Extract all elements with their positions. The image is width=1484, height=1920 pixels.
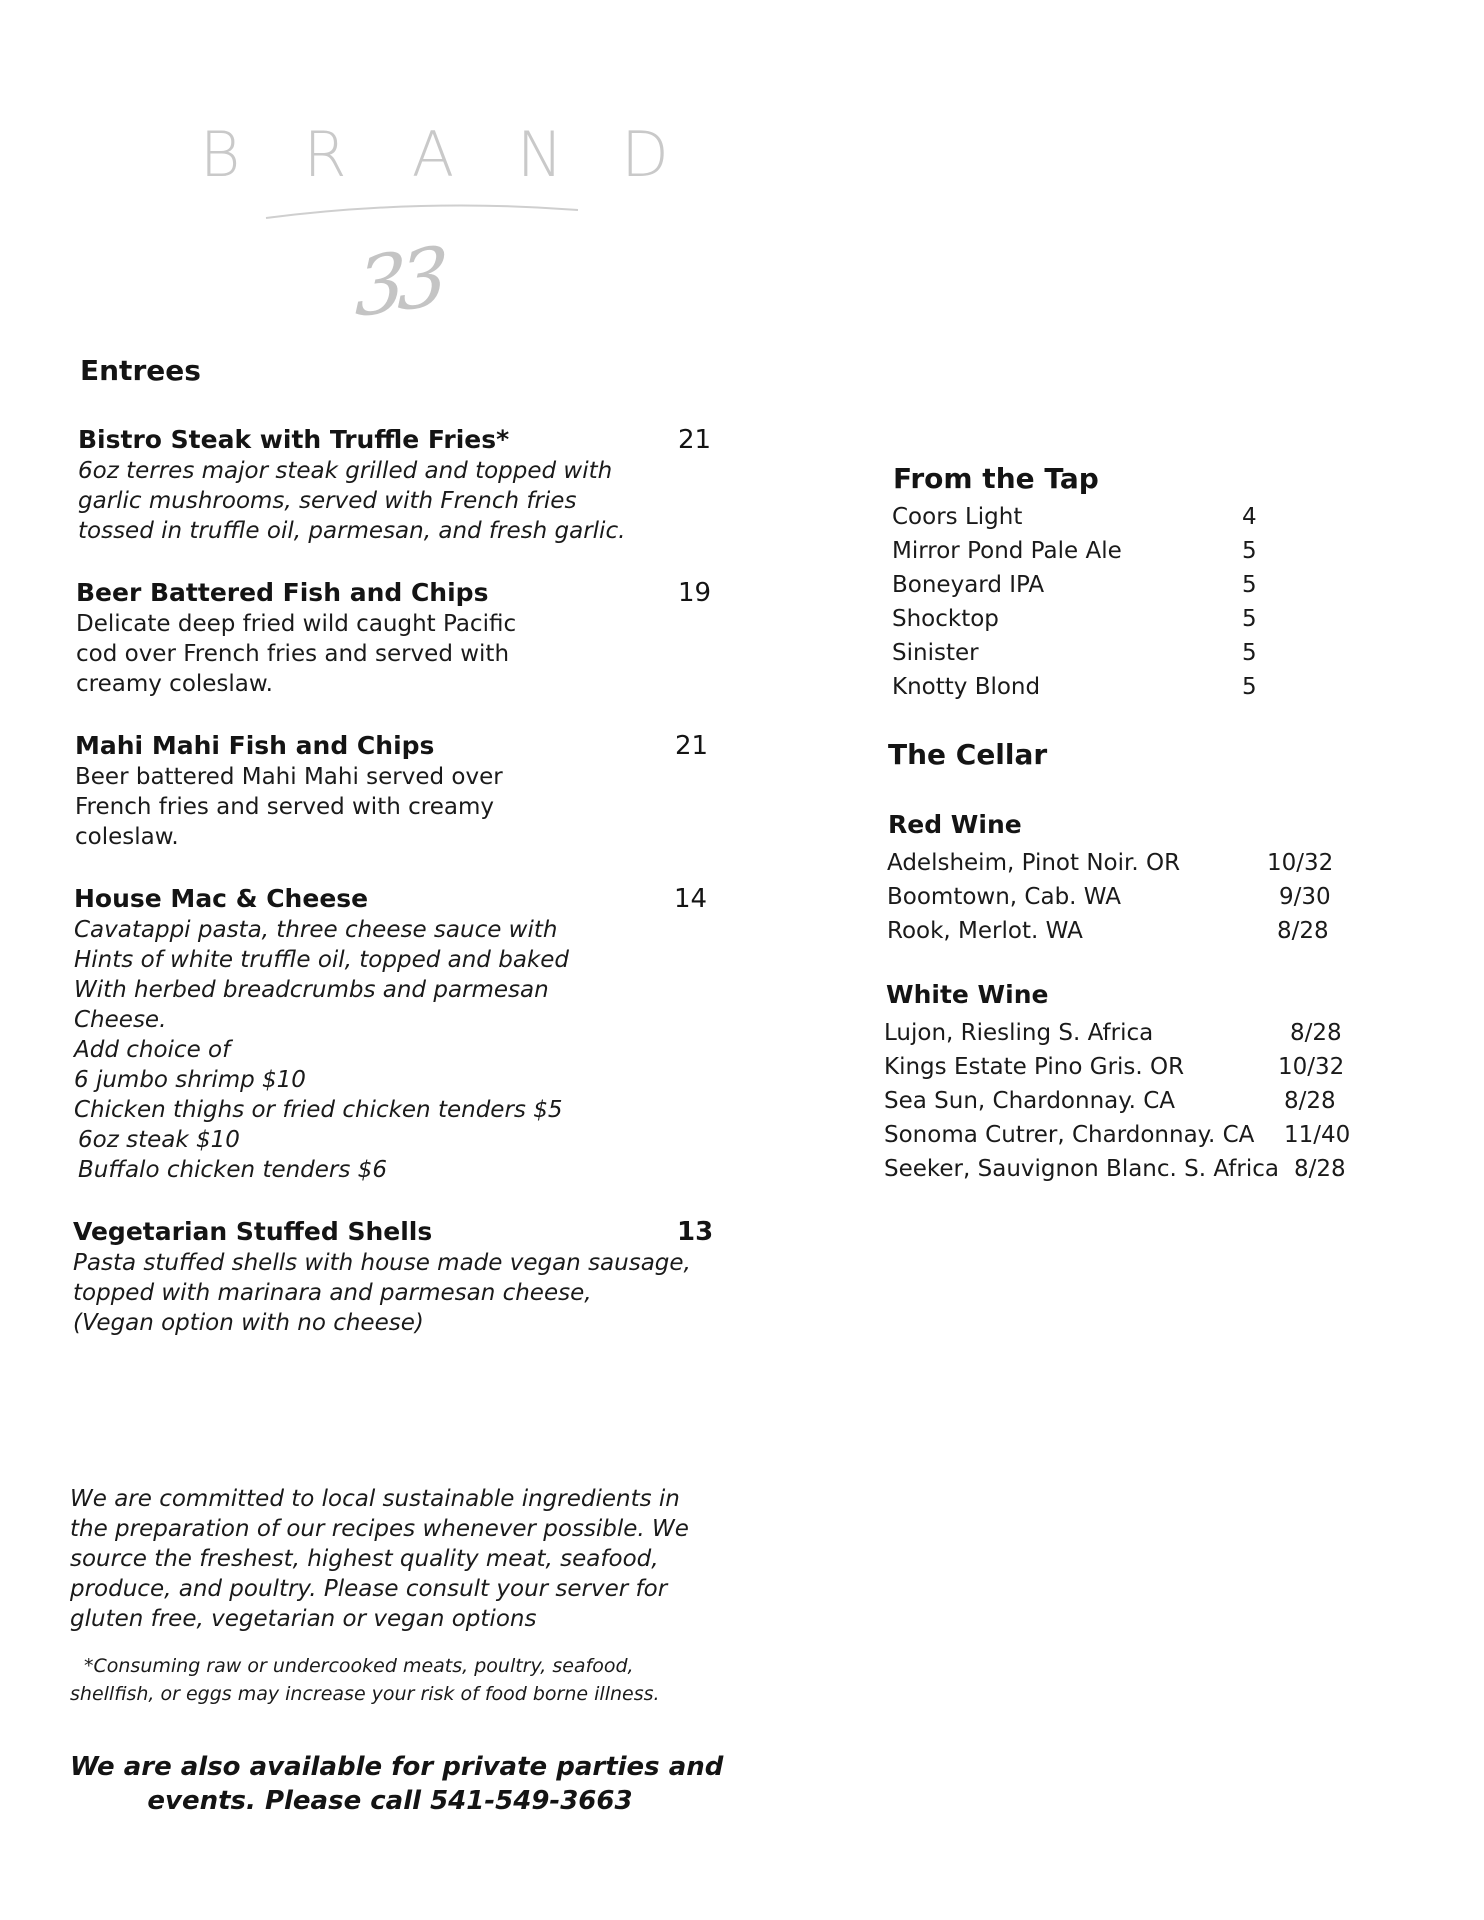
tap-price: 5: [1242, 538, 1257, 564]
logo-number: 33: [353, 229, 443, 336]
tap-list: [892, 500, 1272, 704]
desc-line: topped with marinara and parmesan cheese,: [73, 1280, 592, 1306]
desc-line: Hints of white truffle oil, topped and baked: [74, 947, 569, 973]
desc-line: Add choice of: [74, 1037, 231, 1063]
tap-row: [892, 670, 1272, 704]
wine-row: [884, 1152, 1364, 1186]
desc-line: creamy coleslaw.: [76, 671, 273, 697]
item-price: 14: [674, 884, 708, 914]
desc-line: With herbed breadcrumbs and parmesan: [74, 977, 549, 1003]
entrees-title: Entrees: [80, 354, 201, 387]
note-line: produce, and poultry. Please consult your server for: [70, 1576, 668, 1602]
logo-swoosh: [262, 196, 582, 226]
private-events-note: [70, 1750, 724, 1818]
menu-item: [73, 1216, 713, 1338]
wine-price: 8/28: [1284, 1088, 1336, 1114]
red-wine-title: Red Wine: [888, 810, 1022, 839]
wine-price: 8/28: [1294, 1156, 1346, 1182]
wine-price: 8/28: [1277, 918, 1329, 944]
item-description: [74, 915, 714, 1185]
note-line: We are committed to local sustainable ingredients in: [70, 1486, 680, 1512]
item-price: 21: [678, 425, 712, 455]
logo-letter: N: [516, 118, 564, 191]
white-wine-list: [884, 1016, 1364, 1186]
desc-line: Buffalo chicken tenders $6: [78, 1157, 387, 1183]
logo-letter: D: [621, 118, 669, 191]
wine-name: Rook, Merlot. WA: [887, 918, 1083, 944]
desc-line: Beer battered Mahi Mahi served over: [75, 764, 503, 790]
wine-row: [884, 1084, 1364, 1118]
tap-title: From the Tap: [893, 462, 1099, 495]
tap-price: 5: [1242, 674, 1257, 700]
wine-row: [884, 1118, 1364, 1152]
tap-name: Shocktop: [892, 606, 999, 632]
desc-line: 6oz steak $10: [78, 1127, 240, 1153]
wine-price: 10/32: [1278, 1054, 1345, 1080]
tap-price: 5: [1242, 640, 1257, 666]
item-description: [76, 609, 716, 699]
wine-price: 9/30: [1279, 884, 1331, 910]
desc-line: garlic mushrooms, served with French fries: [78, 488, 577, 514]
item-description: [78, 456, 718, 546]
tap-price: 4: [1242, 504, 1257, 530]
desc-line: Delicate deep fried wild caught Pacific: [76, 611, 517, 637]
wine-name: Kings Estate Pino Gris. OR: [884, 1054, 1185, 1080]
warning-line: shellfish, or eggs may increase your risk of food borne illness.: [70, 1683, 660, 1705]
item-name: Mahi Mahi Fish and Chips: [75, 731, 435, 760]
menu-item: [76, 577, 716, 699]
item-name: Beer Battered Fish and Chips: [76, 578, 489, 607]
wine-row: [884, 1016, 1364, 1050]
tap-row: [892, 568, 1272, 602]
desc-line: coleslaw.: [75, 824, 179, 850]
tap-name: Sinister: [892, 640, 979, 666]
wine-name: Seeker, Sauvignon Blanc. S. Africa: [884, 1156, 1279, 1182]
note-line: source the freshest, highest quality meat, seafood,: [70, 1546, 659, 1572]
red-wine-list: [887, 846, 1337, 948]
tap-name: Mirror Pond Pale Ale: [892, 538, 1122, 564]
wine-row: [887, 846, 1337, 880]
note-line: gluten free, vegetarian or vegan options: [70, 1606, 537, 1632]
food-safety-warning: [70, 1652, 710, 1708]
desc-line: (Vegan option with no cheese): [73, 1310, 424, 1336]
wine-row: [884, 1050, 1364, 1084]
item-price: 21: [675, 731, 709, 761]
menu-item: [74, 883, 714, 1185]
desc-line: cod over French fries and served with: [76, 641, 510, 667]
item-name: House Mac & Cheese: [74, 884, 369, 913]
tap-price: 5: [1242, 606, 1257, 632]
desc-line: French fries and served with creamy: [75, 794, 494, 820]
tap-price: 5: [1242, 572, 1257, 598]
desc-line: 6oz terres major steak grilled and topped with: [78, 458, 613, 484]
wine-row: [887, 914, 1337, 948]
wine-price: 10/32: [1267, 850, 1334, 876]
wine-row: [887, 880, 1337, 914]
item-description: [73, 1248, 713, 1338]
item-description: [75, 762, 715, 852]
desc-line: Cheese.: [74, 1007, 167, 1033]
tap-name: Knotty Blond: [892, 674, 1041, 700]
note-line: the preparation of our recipes whenever possible. We: [70, 1516, 689, 1542]
wine-name: Boomtown, Cab. WA: [887, 884, 1122, 910]
wine-price: 8/28: [1290, 1020, 1342, 1046]
private-line: We are also available for private parties and: [70, 1752, 724, 1782]
logo-letter: B: [199, 118, 241, 191]
white-wine-title: White Wine: [886, 980, 1049, 1009]
desc-line: 6 jumbo shrimp $10: [74, 1067, 306, 1093]
wine-name: Adelsheim, Pinot Noir. OR: [887, 850, 1181, 876]
cellar-title: The Cellar: [888, 738, 1048, 771]
tap-row: [892, 534, 1272, 568]
tap-row: [892, 636, 1272, 670]
warning-line: *Consuming raw or undercooked meats, poultry, seafood,: [84, 1655, 634, 1677]
desc-line: Chicken thighs or fried chicken tenders $5: [74, 1097, 563, 1123]
wine-name: Lujon, Riesling S. Africa: [884, 1020, 1154, 1046]
logo-letter: A: [411, 118, 455, 191]
wine-price: 11/40: [1284, 1122, 1351, 1148]
brand-logo: [0, 0, 1484, 360]
sustainability-note: [70, 1484, 710, 1634]
tap-row: [892, 602, 1272, 636]
desc-line: Pasta stuffed shells with house made vegan sausage,: [73, 1250, 691, 1276]
private-line: events. Please call 541-549-3663: [147, 1786, 633, 1816]
desc-line: tossed in truffle oil, parmesan, and fresh garlic.: [78, 518, 626, 544]
tap-row: [892, 500, 1272, 534]
tap-name: Coors Light: [892, 504, 1023, 530]
item-name: Bistro Steak with Truffle Fries*: [78, 425, 510, 454]
menu-item: [75, 730, 715, 852]
logo-letter: R: [303, 118, 347, 191]
wine-name: Sea Sun, Chardonnay. CA: [884, 1088, 1175, 1114]
wine-name: Sonoma Cutrer, Chardonnay. CA: [884, 1122, 1255, 1148]
menu-item: [78, 424, 718, 546]
item-price: 13: [677, 1217, 714, 1247]
desc-line: Cavatappi pasta, three cheese sauce with: [74, 917, 558, 943]
tap-name: Boneyard IPA: [892, 572, 1045, 598]
item-price: 19: [678, 578, 712, 608]
item-name: Vegetarian Stuffed Shells: [73, 1217, 433, 1246]
